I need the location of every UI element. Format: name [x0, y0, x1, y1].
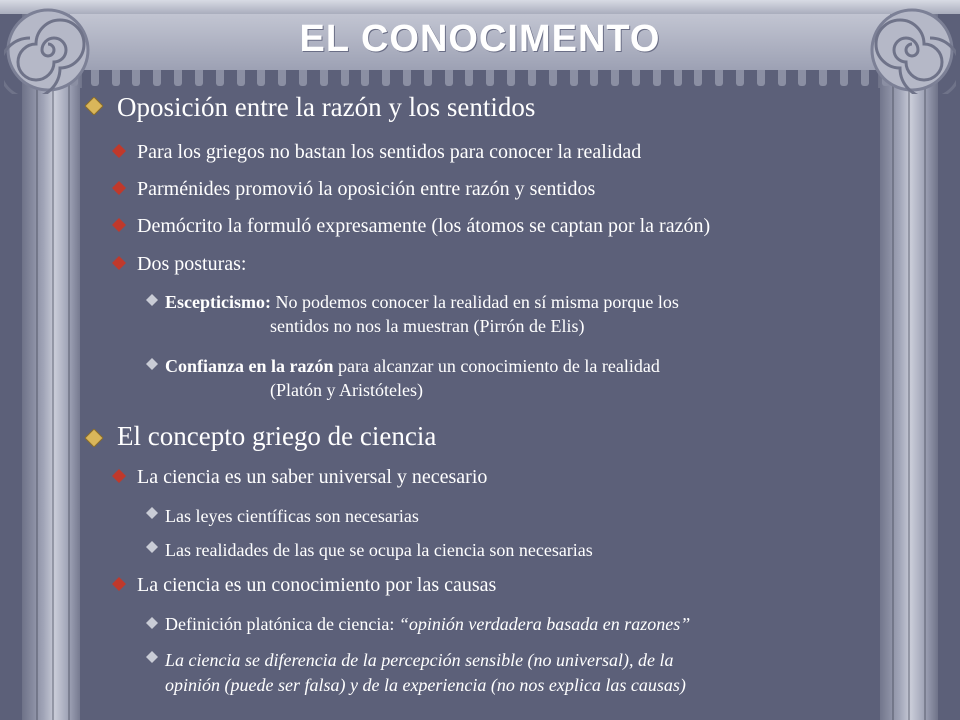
diamond-bullet-icon [146, 541, 158, 553]
science-difference-line2: opinión (puede ser falsa) y de la experiencia (no nos explica las causas) [165, 675, 686, 695]
diamond-bullet-icon [146, 651, 158, 663]
posture-skepticism-cont: sentidos no nos la muestran (Pirrón de Elis) [270, 316, 585, 336]
diamond-bullet-icon [146, 358, 158, 370]
diamond-bullet-icon [112, 181, 126, 195]
section1-item: Parménides promovió la oposición entre razón y sentidos [137, 178, 596, 200]
posture-trust-reason: Confianza en la razón para alcanzar un conocimiento de la realidad [165, 356, 660, 376]
slide-title: EL CONOCIMENTO [299, 18, 661, 60]
posture-skepticism: Escepticismo: No podemos conocer la realidad en sí misma porque los [165, 292, 679, 312]
section2-item: La ciencia es un conocimiento por las causas [137, 574, 497, 596]
section1-heading: Oposición entre la razón y los sentidos [117, 92, 536, 122]
posture-trust-reason-cont: (Platón y Aristóteles) [270, 380, 423, 400]
section2-item: La ciencia es un saber universal y necesario [137, 466, 488, 488]
diamond-bullet-icon [85, 97, 103, 115]
left-column-decoration [22, 0, 82, 720]
platonic-definition: Definición platónica de ciencia: “opinión verdadera basada en razones” [165, 614, 691, 634]
diamond-bullet-icon [112, 577, 126, 591]
section2-heading: El concepto griego de ciencia [117, 421, 437, 451]
diamond-bullet-icon [146, 507, 158, 519]
diamond-bullet-icon [146, 294, 158, 306]
section2-subitem: Las leyes científicas son necesarias [165, 506, 419, 526]
section1-item: Dos posturas: [137, 253, 247, 275]
science-difference-line1: La ciencia se diferencia de la percepción sensible (no universal), de la [165, 650, 674, 670]
diamond-bullet-icon [112, 469, 126, 483]
section2-subitem: Las realidades de las que se ocupa la ciencia son necesarias [165, 540, 593, 560]
right-column-decoration [878, 0, 938, 720]
diamond-bullet-icon [146, 617, 158, 629]
section1-item: Demócrito la formuló expresamente (los átomos se captan por la razón) [137, 215, 711, 237]
diamond-bullet-icon [112, 144, 126, 158]
diamond-bullet-icon [85, 429, 103, 447]
dentil-row [70, 70, 890, 88]
ionic-capital-header [0, 0, 960, 92]
diamond-bullet-icon [112, 218, 126, 232]
section1-item: Para los griegos no bastan los sentidos para conocer la realidad [137, 141, 642, 163]
diamond-bullet-icon [112, 256, 126, 270]
